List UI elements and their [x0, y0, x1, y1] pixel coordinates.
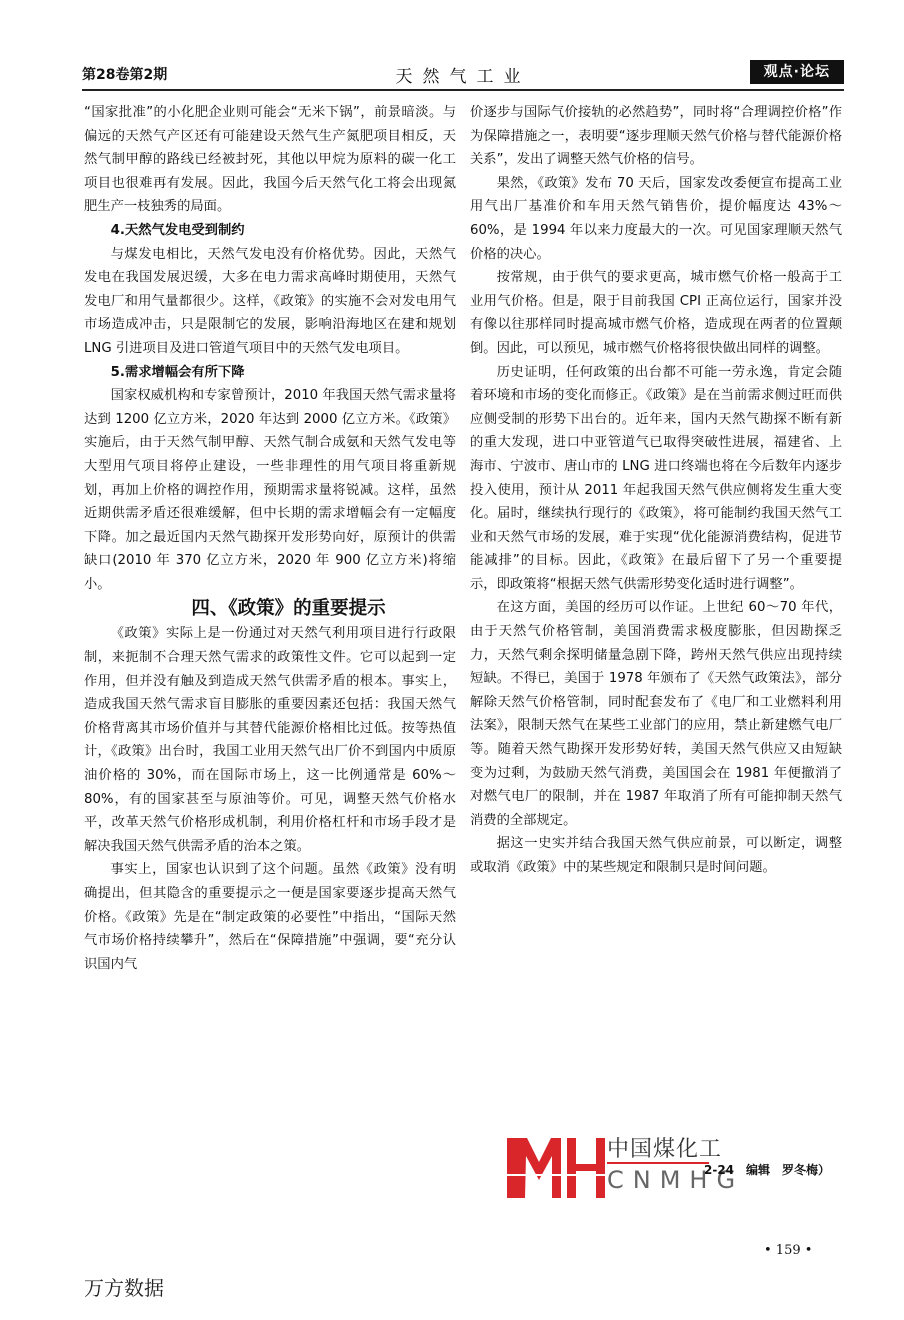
paragraph: 果然，《政策》发布 70 天后，国家发改委便宣布提高工业用气出厂基准价和车用天然气销售价，提价幅度达 43%～60%，是 1994 年以来力度最大的一次。可见国家理顺天然气价格的决心。: [470, 175, 842, 262]
logo-english-name: CNMHG: [607, 1166, 745, 1194]
issue-label: 第28卷第2期: [82, 67, 168, 83]
paragraph: 事实上，国家也认识到了这个问题。虽然《政策》没有明确提出，但其隐含的重要提示之一便是国家要逐步提高天然气价格。《政策》先是在“制定政策的必要性”中指出，“国际天然气市场价格持续攀升”，然后在“保障措施”中强调，要“充分认识国内气: [84, 862, 456, 972]
header-rule: [82, 89, 844, 91]
column-badge: 观点·论坛: [750, 60, 844, 84]
subheading: 5.需求增幅会有所下降: [110, 364, 245, 380]
journal-title: 天然气工业: [395, 67, 531, 87]
editor-note: 2-24 编辑 罗冬梅）: [704, 1163, 831, 1177]
right-column: [470, 101, 842, 880]
paragraph: 历史证明，任何政策的出台都不可能一劳永逸，肯定会随着环境和市场的变化而修正。《政策》是在当前需求侧过旺而供应侧受制的形势下出台的。近年来，国内天然气勘探不断有新的重大发现，进口中亚管道气已取得突破性进展，福建省、上海市、宁波市、唐山市的 LNG 进口终端也将在今后数年内逐步投入使用，预计从 2011 年起我国天然气供应侧将发生重大变化。届时，继续执行现行的《政策》，将可能制约我国天然气工业和天然气市场的发展，难于实现“优化能源消费结构，促进节能减排”的目标。因此，《政策》在最后留下了另一个重要提示，即政策将“根据天然气供需形势变化适时进行调整”。: [470, 364, 842, 592]
left-column: [84, 101, 456, 976]
section-title: 四、《政策》的重要提示: [191, 598, 386, 620]
paragraph: 与煤发电相比，天然气发电没有价格优势。因此，天然气发电在我国发展迟缓，大多在电力需求高峰时期使用，天然气发电厂和用气量都很少。这样，《政策》的实施不会对发电用气市场造成冲击，只是限制它的发展，影响沿海地区在建和规划 LNG 引进项目及进口管道气项目中的天然气发电项目。: [84, 246, 456, 356]
running-header: [82, 60, 844, 90]
paragraph: 按常规，由于供气的要求更高，城市燃气价格一般高于工业用气价格。但是，限于目前我国 CPI 正高位运行，国家并没有像以往那样同时提高城市燃气价格，造成现在两者的位置颠倒。因此，可以预见，城市燃气价格将很快做出同样的调整。: [470, 270, 842, 356]
mh-logo-icon: [505, 1132, 605, 1200]
paragraph: “国家批准”的小化肥企业则可能会“无米下锅”，前景暗淡。与偏远的天然气产区还有可能建设天然气生产氮肥项目相反，天然气制甲醇的路线已经被封死，其他以甲烷为原料的碳一化工项目也很难再有发展。因此，我国今后天然气化工将会出现氮肥生产一枝独秀的局面。: [84, 105, 456, 215]
logo-divider: [607, 1162, 709, 1164]
page-number: • 159 •: [764, 1243, 813, 1258]
logo-chinese-name: 中国煤化工: [607, 1137, 723, 1162]
subheading: 4.天然气发电受到制约: [110, 222, 245, 238]
watermark-text: 万方数据: [84, 1276, 164, 1300]
paragraph: 《政策》实际上是一份通过对天然气利用项目进行行政限制，来扼制不合理天然气需求的政策性文件。它可以起到一定作用，但并没有触及到造成天然气供需矛盾的根本。事实上，造成我国天然气需求盲目膨胀的重要因素还包括：我国天然气价格背离其市场价值并与其替代能源价格相比过低。按等热值计，《政策》出台时，我国工业用天然气出厂价不到国内中质原油价格的 30%，而在国际市场上，这一比例通常是 60%～80%，有的国家甚至与原油等价。可见，调整天然气价格水平，改革天然气价格形成机制，利用价格杠杆和市场手段才是解决我国天然气供需矛盾的治本之策。: [84, 626, 456, 854]
paragraph: 价逐步与国际气价接轨的必然趋势”，同时将“合理调控价格”作为保障措施之一，表明要“逐步理顺天然气价格与替代能源价格关系”，发出了调整天然气价格的信号。: [470, 105, 842, 168]
paragraph: 国家权威机构和专家曾预计，2010 年我国天然气需求量将达到 1200 亿立方米，2020 年达到 2000 亿立方米。《政策》实施后，由于天然气制甲醇、天然气制合成氨和天然气发电等大型用气项目将停止建设，一些非理性的用气项目将重新规划，再加上价格的调控作用，预期需求量将锐减。这样，虽然近期供需矛盾还很难缓解，但中长期的需求增幅会有一定幅度下降。加之最近国内天然气勘探开发形势向好，原预计的供需缺口(2010 年 370 亿立方米，2020 年 900 亿立方米)将缩小。: [84, 388, 456, 592]
paragraph: 在这方面，美国的经历可以作证。上世纪 60～70 年代，由于天然气价格管制，美国消费需求极度膨胀，但因勘探乏力，天然气剩余探明储量急剧下降，跨州天然气供应出现持续短缺。不得已，美国于 1978 年颁布了《天然气政策法》，部分解除天然气价格管制，同时配套发布了《电厂和工业燃料利用法案》，限制天然气在某些工业部门的应用，禁止新建燃气电厂等。随着天然气勘探开发形势好转，美国天然气供应又由短缺变为过剩，为鼓励天然气消费，美国国会在 1981 年便撤消了对燃气电厂的限制，并在 1987 年取消了所有可能抑制天然气消费的全部规定。: [470, 600, 842, 828]
paragraph: 据这一史实并结合我国天然气供应前景，可以断定，调整或取消《政策》中的某些规定和限制只是时间问题。: [470, 836, 842, 875]
